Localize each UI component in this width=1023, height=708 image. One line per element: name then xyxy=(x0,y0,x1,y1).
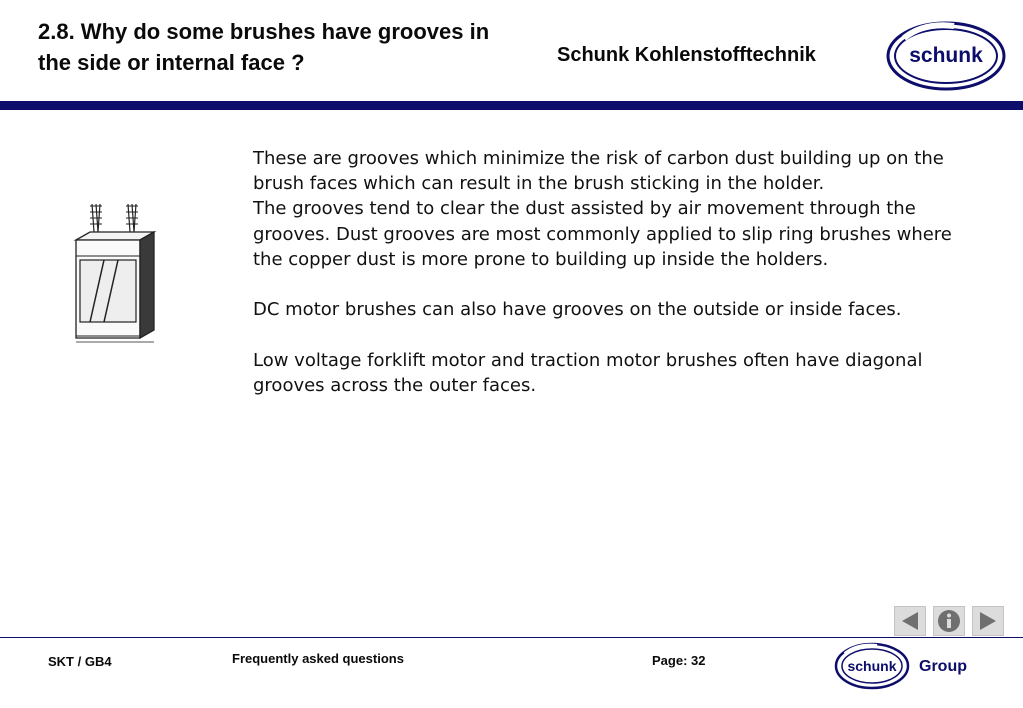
footer-code: SKT / GB4 xyxy=(48,654,112,669)
footer-section: Frequently asked questions xyxy=(232,651,404,666)
page-number: Page: 32 xyxy=(652,653,706,668)
schunk-group-logo xyxy=(833,641,983,691)
info-button[interactable] xyxy=(933,606,965,636)
previous-page-button[interactable] xyxy=(894,606,926,636)
brush-illustration xyxy=(64,198,164,348)
paragraph: The grooves tend to clear the dust assisted by air movement through the grooves. Dust grooves are most commonly applied to slip ring brushes where the copper dust is more prone to building up inside the holders. xyxy=(253,198,952,270)
paragraph: These are grooves which minimize the risk of carbon dust building up on the brush faces which can result in the brush sticking in the holder. xyxy=(253,148,944,195)
svg-text:Group: Group xyxy=(919,658,967,675)
triangle-right-icon xyxy=(973,607,1003,635)
svg-text:schunk: schunk xyxy=(847,658,897,674)
info-icon xyxy=(934,607,964,635)
triangle-left-icon xyxy=(895,607,925,635)
company-name: Schunk Kohlenstofftechnik xyxy=(557,44,816,66)
header-divider xyxy=(0,101,1023,110)
answer-text xyxy=(253,146,983,398)
paragraph: DC motor brushes can also have grooves on the outside or inside faces. xyxy=(253,299,902,321)
schunk-logo xyxy=(884,18,1008,94)
footer-divider xyxy=(0,637,1023,638)
svg-text:schunk: schunk xyxy=(909,44,983,67)
page-title: 2.8. Why do some brushes have grooves in the side or internal face ? xyxy=(38,19,490,75)
next-page-button[interactable] xyxy=(972,606,1004,636)
paragraph: Low voltage forklift motor and traction motor brushes often have diagonal grooves across the outer faces. xyxy=(253,349,923,396)
